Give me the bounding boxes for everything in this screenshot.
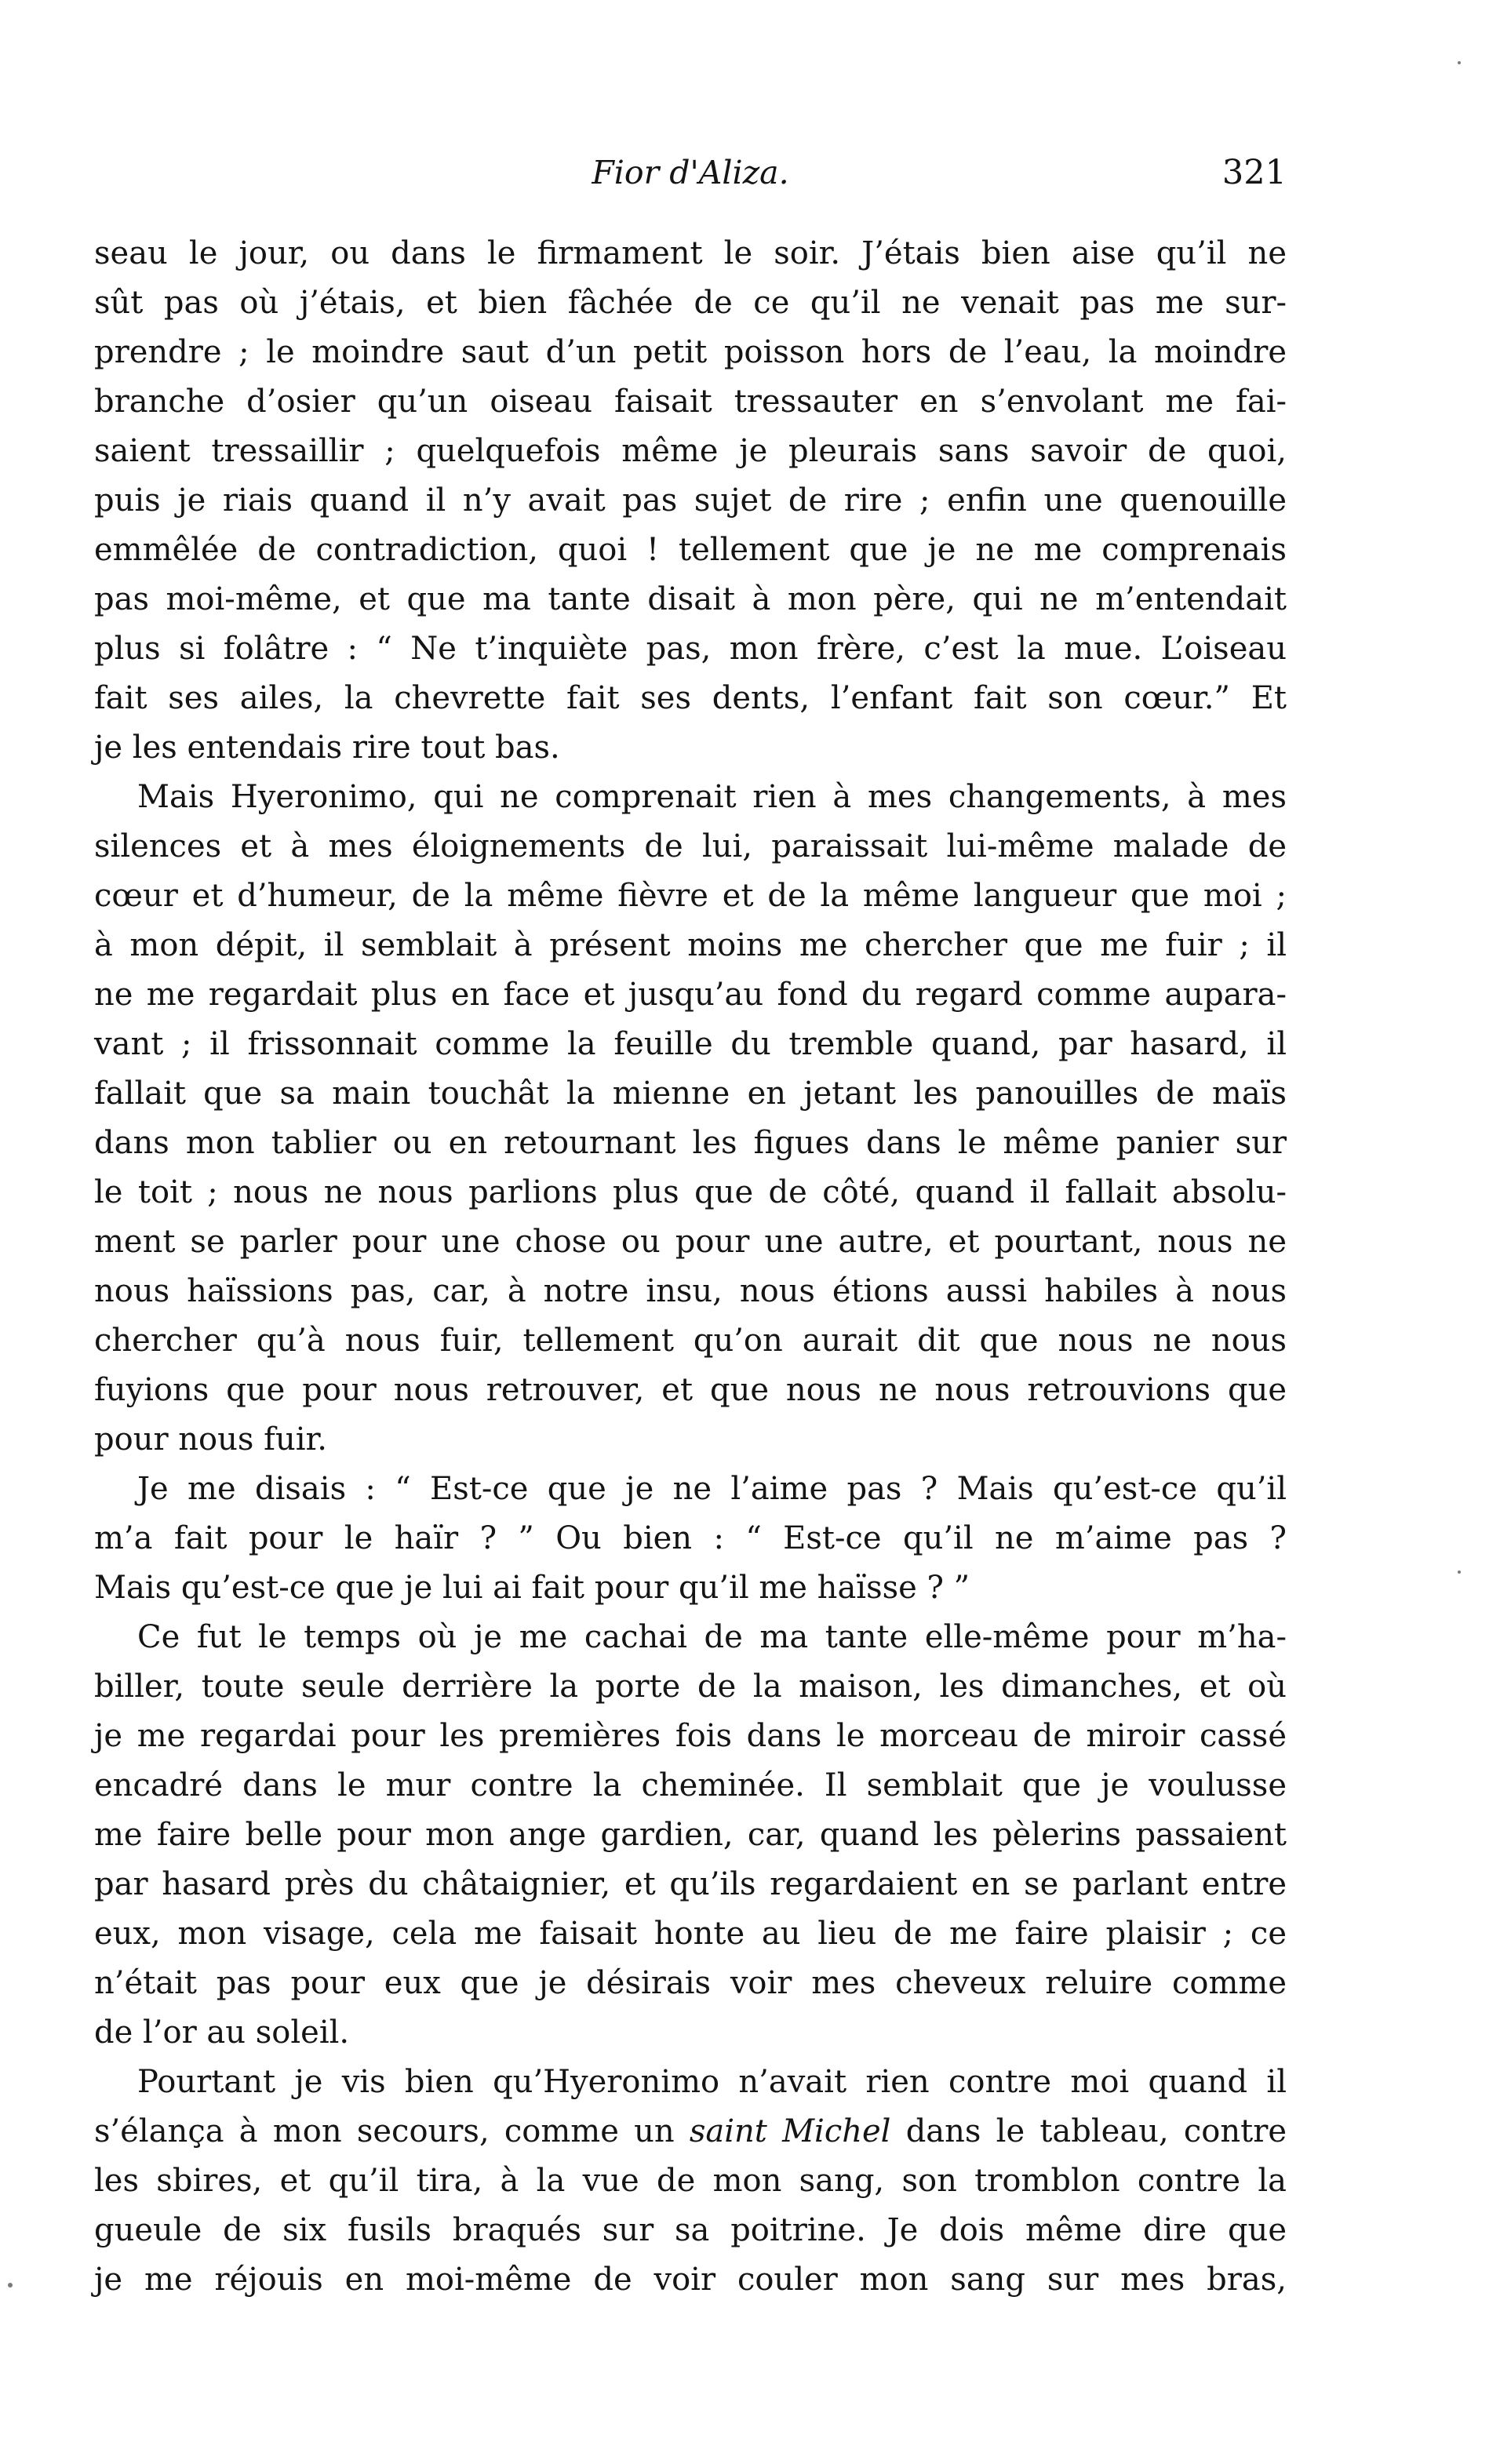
paragraph-4 xyxy=(94,1613,1287,2058)
text-line: dans mon tablier ou en retournant les figues dans le même panier sur xyxy=(94,1125,1287,1161)
text-line: sût pas où j’étais, et bien fâchée de ce qu’il ne venait pas me sur- xyxy=(94,285,1287,321)
text-line: nous haïssions pas, car, à notre insu, nous étions aussi habiles à nous xyxy=(94,1273,1287,1309)
text-line: biller, toute seule derrière la porte de la maison, les dimanches, et où xyxy=(94,1669,1287,1705)
text-line: fait ses ailes, la chevrette fait ses dents, l’enfant fait son cœur.” Et xyxy=(94,680,1287,716)
text-line: je me regardai pour les premières fois dans le morceau de miroir cassé xyxy=(94,1718,1287,1754)
text-line: vant ; il frissonnait comme la feuille du tremble quand, par hasard, il xyxy=(94,1026,1287,1062)
paragraph-3 xyxy=(94,1465,1287,1613)
running-head xyxy=(94,145,1287,200)
text-line: je les entendais rire tout bas. xyxy=(94,730,560,766)
text-line: emmêlée de contradiction, quoi ! tellement que je ne me comprenais xyxy=(94,532,1287,568)
paragraph-5 xyxy=(94,2058,1287,2305)
text-line: branche d’osier qu’un oiseau faisait tressauter en s’envolant me fai- xyxy=(94,384,1287,420)
text-line-with-italic xyxy=(94,2107,1287,2156)
text-line: de l’or au soleil. xyxy=(94,2015,350,2051)
text-line: Je me disais : “ Est-ce que je ne l’aime pas ? Mais qu’est-ce qu’il xyxy=(137,1471,1287,1507)
text-line: le toit ; nous ne nous parlions plus que de côté, quand il fallait absolu- xyxy=(94,1174,1287,1210)
scan-speck xyxy=(8,2283,13,2287)
text-line: seau le jour, ou dans le firmament le soir. J’étais bien aise qu’il ne xyxy=(94,235,1287,271)
text-line: à mon dépit, il semblait à présent moins me chercher que me fuir ; il xyxy=(94,927,1287,963)
text-line: pas moi-même, et que ma tante disait à mon père, qui ne m’entendait xyxy=(94,581,1287,617)
scan-speck xyxy=(1458,61,1461,64)
text-line: plus si folâtre : “ Ne t’inquiète pas, mon frère, c’est la mue. L’oiseau xyxy=(94,631,1287,667)
scan-speck xyxy=(1458,1570,1461,1574)
paragraph-1 xyxy=(94,229,1287,773)
text-line: Mais qu’est-ce que je lui ai fait pour qu’il me haïsse ? ” xyxy=(94,1570,970,1606)
text-line: Pourtant je vis bien qu’Hyeronimo n’avait rien contre moi quand il xyxy=(137,2064,1287,2100)
text-line: me faire belle pour mon ange gardien, car, quand les pèlerins passaient xyxy=(94,1817,1287,1853)
body-text xyxy=(94,229,1287,2305)
text-line: par hasard près du châtaignier, et qu’ils regardaient en se parlant entre xyxy=(94,1866,1287,1902)
text-line: cœur et d’humeur, de la même fièvre et de la même langueur que moi ; xyxy=(94,878,1287,914)
text-line: ne me regardait plus en face et jusqu’au fond du regard comme aupara- xyxy=(94,977,1287,1013)
text-line: m’a fait pour le haïr ? ” Ou bien : “ Est-ce qu’il ne m’aime pas ? xyxy=(94,1520,1287,1556)
text-line: prendre ; le moindre saut d’un petit poisson hors de l’eau, la moindre xyxy=(94,334,1287,370)
text-segment: s’élança à mon secours, comme un xyxy=(94,2113,690,2149)
text-segment: dans le tableau, contre xyxy=(890,2113,1287,2149)
paragraph-2 xyxy=(94,773,1287,1465)
text-line: fallait que sa main touchât la mienne en jetant les panouilles de maïs xyxy=(94,1075,1287,1112)
text-line: eux, mon visage, cela me faisait honte au lieu de me faire plaisir ; ce xyxy=(94,1916,1287,1952)
page-number: 321 xyxy=(1221,153,1287,192)
text-line: les sbires, et qu’il tira, à la vue de mon sang, son tromblon contre la xyxy=(94,2163,1287,2199)
text-line: saient tressaillir ; quelquefois même je pleurais sans savoir de quoi, xyxy=(94,433,1287,469)
text-line: fuyions que pour nous retrouver, et que nous ne nous retrouvions que xyxy=(94,1372,1287,1408)
text-line: Mais Hyeronimo, qui ne comprenait rien à mes changements, à mes xyxy=(137,779,1287,815)
text-line: gueule de six fusils braqués sur sa poitrine. Je dois même dire que xyxy=(94,2212,1287,2248)
text-line: chercher qu’à nous fuir, tellement qu’on aurait dit que nous ne nous xyxy=(94,1323,1287,1359)
text-line: silences et à mes éloignements de lui, paraissait lui-même malade de xyxy=(94,828,1287,864)
text-line: pour nous fuir. xyxy=(94,1421,327,1458)
text-line: puis je riais quand il n’y avait pas sujet de rire ; enfin une quenouille xyxy=(94,482,1287,519)
text-line: n’était pas pour eux que je désirais voir mes cheveux reluire comme xyxy=(94,1965,1287,2001)
italic-name: saint Michel xyxy=(689,2113,891,2149)
text-line: Ce fut le temps où je me cachai de ma tante elle-même pour m’ha- xyxy=(137,1619,1287,1655)
text-line: je me réjouis en moi-même de voir couler mon sang sur mes bras, xyxy=(94,2262,1287,2298)
running-title: Fior d'Aliza. xyxy=(592,154,789,191)
text-line: encadré dans le mur contre la cheminée. Il semblait que je voulusse xyxy=(94,1767,1287,1803)
text-line: ment se parler pour une chose ou pour une autre, et pourtant, nous ne xyxy=(94,1224,1287,1260)
